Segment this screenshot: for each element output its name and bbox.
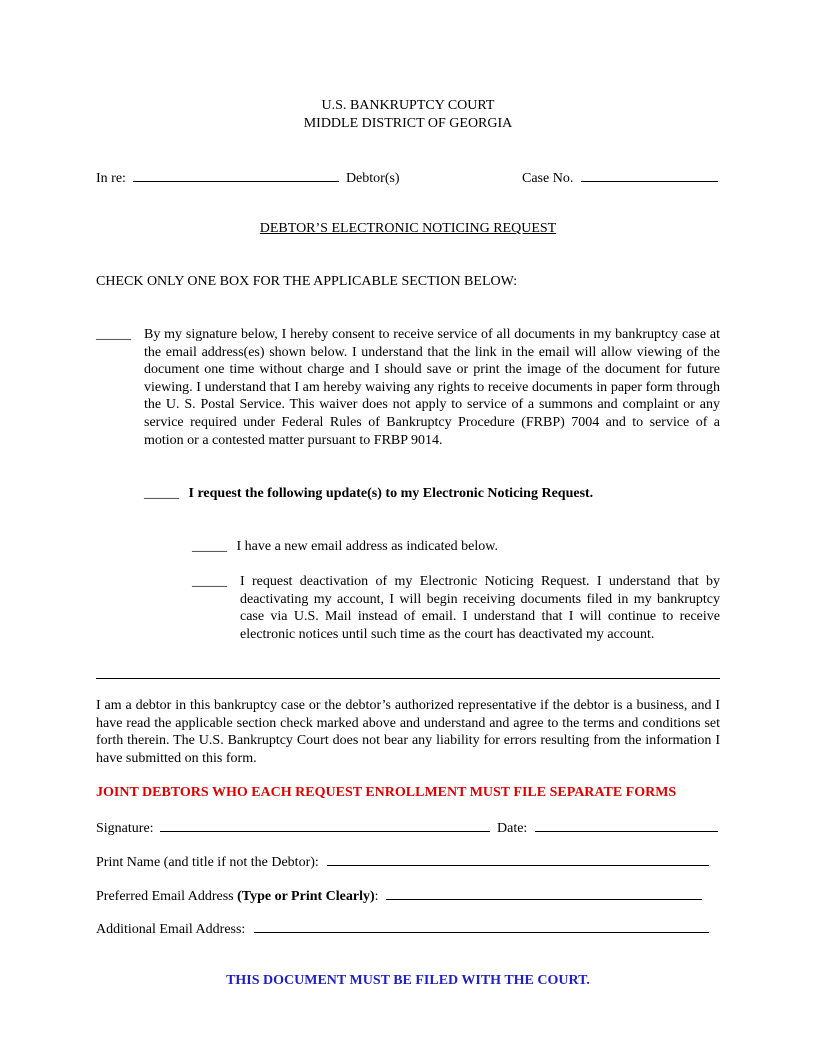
case-no-label: Case No. <box>522 171 574 186</box>
deactivate-checkbox-blank[interactable]: _____ <box>192 574 227 589</box>
new-email-checkbox-blank[interactable]: _____ <box>192 539 227 554</box>
section-divider <box>96 678 720 679</box>
district-name: MIDDLE DISTRICT OF GEORGIA <box>303 116 513 131</box>
in-re-row <box>96 168 400 188</box>
debtor-name-field[interactable] <box>133 168 339 182</box>
new-email-text: I have a new email address as indicated below. <box>236 539 498 554</box>
in-re-label: In re: <box>96 171 126 186</box>
case-number-field[interactable] <box>581 168 718 182</box>
form-title-text: DEBTOR’S ELECTRONIC NOTICING REQUEST <box>259 221 557 236</box>
date-label: Date: <box>497 821 528 836</box>
print-name-label: Print Name (and title if not the Debtor): <box>96 855 319 870</box>
preferred-email-label: Preferred Email Address <box>96 889 234 904</box>
preferred-email-hint: (Type or Print Clearly) <box>237 889 375 904</box>
date-row <box>497 818 718 838</box>
option-update <box>144 485 593 503</box>
consent-text: By my signature below, I hereby consent to receive service of all documents in my bankruptcy case at the email address(es) shown below. I understand that the link in the email will allow viewing of the document one time without charge and I should save or print the image of the document for future viewing. I understand that I am hereby waiving any rights to receive documents in paper form through the U. S. Postal Service. This waiver does not apply to service of a summons and complaint or any service required under Federal Rules of Bankruptcy Procedure (FRBP) 7004 and to service of a motion or a contested matter pursuant to FRBP 9014. <box>144 327 720 448</box>
option-consent <box>96 326 720 449</box>
signature-field[interactable] <box>160 818 490 832</box>
form-title <box>0 220 816 238</box>
filing-notice: THIS DOCUMENT MUST BE FILED WITH THE COURT. <box>226 973 590 988</box>
signature-row <box>96 818 490 838</box>
joint-debtors-notice: JOINT DEBTORS WHO EACH REQUEST ENROLLMENT MUST FILE SEPARATE FORMS <box>96 785 677 800</box>
additional-email-label: Additional Email Address: <box>96 922 246 937</box>
case-no-row <box>522 168 718 188</box>
preferred-email-row <box>96 886 702 906</box>
sub-option-deactivate <box>192 573 720 643</box>
debtor-label: Debtor(s) <box>345 171 400 186</box>
signature-label: Signature: <box>96 821 154 836</box>
print-name-field[interactable] <box>327 852 709 866</box>
additional-email-field[interactable] <box>254 919 709 933</box>
preferred-email-colon: : <box>374 889 379 904</box>
additional-email-row <box>96 919 709 939</box>
update-checkbox-blank[interactable]: _____ <box>144 486 179 501</box>
date-field[interactable] <box>535 818 718 832</box>
sub-option-new-email <box>192 538 498 556</box>
certification-text: I am a debtor in this bankruptcy case or the debtor’s authorized representative if the debtor is a business, and I have read the applicable section check marked above and understand and agree to the terms and conditions set forth therein. The U.S. Bankruptcy Court does not bear any liability for errors resulting from the information I have submitted on this form. <box>96 698 720 766</box>
preferred-email-field[interactable] <box>386 886 702 900</box>
consent-checkbox-blank[interactable]: _____ <box>96 327 131 342</box>
print-name-row <box>96 852 709 872</box>
update-text: I request the following update(s) to my Electronic Noticing Request. <box>188 486 594 501</box>
instruction: CHECK ONLY ONE BOX FOR THE APPLICABLE SECTION BELOW: <box>96 274 518 289</box>
deactivate-text: I request deactivation of my Electronic Noticing Request. I understand that by deactivating my account, I will begin receiving documents filed in my bankruptcy case via U.S. Mail instead of email. I understand that I will continue to receive electronic notices until such time as the court has deactivated my account. <box>240 574 720 642</box>
court-name: U.S. BANKRUPTCY COURT <box>321 98 495 113</box>
